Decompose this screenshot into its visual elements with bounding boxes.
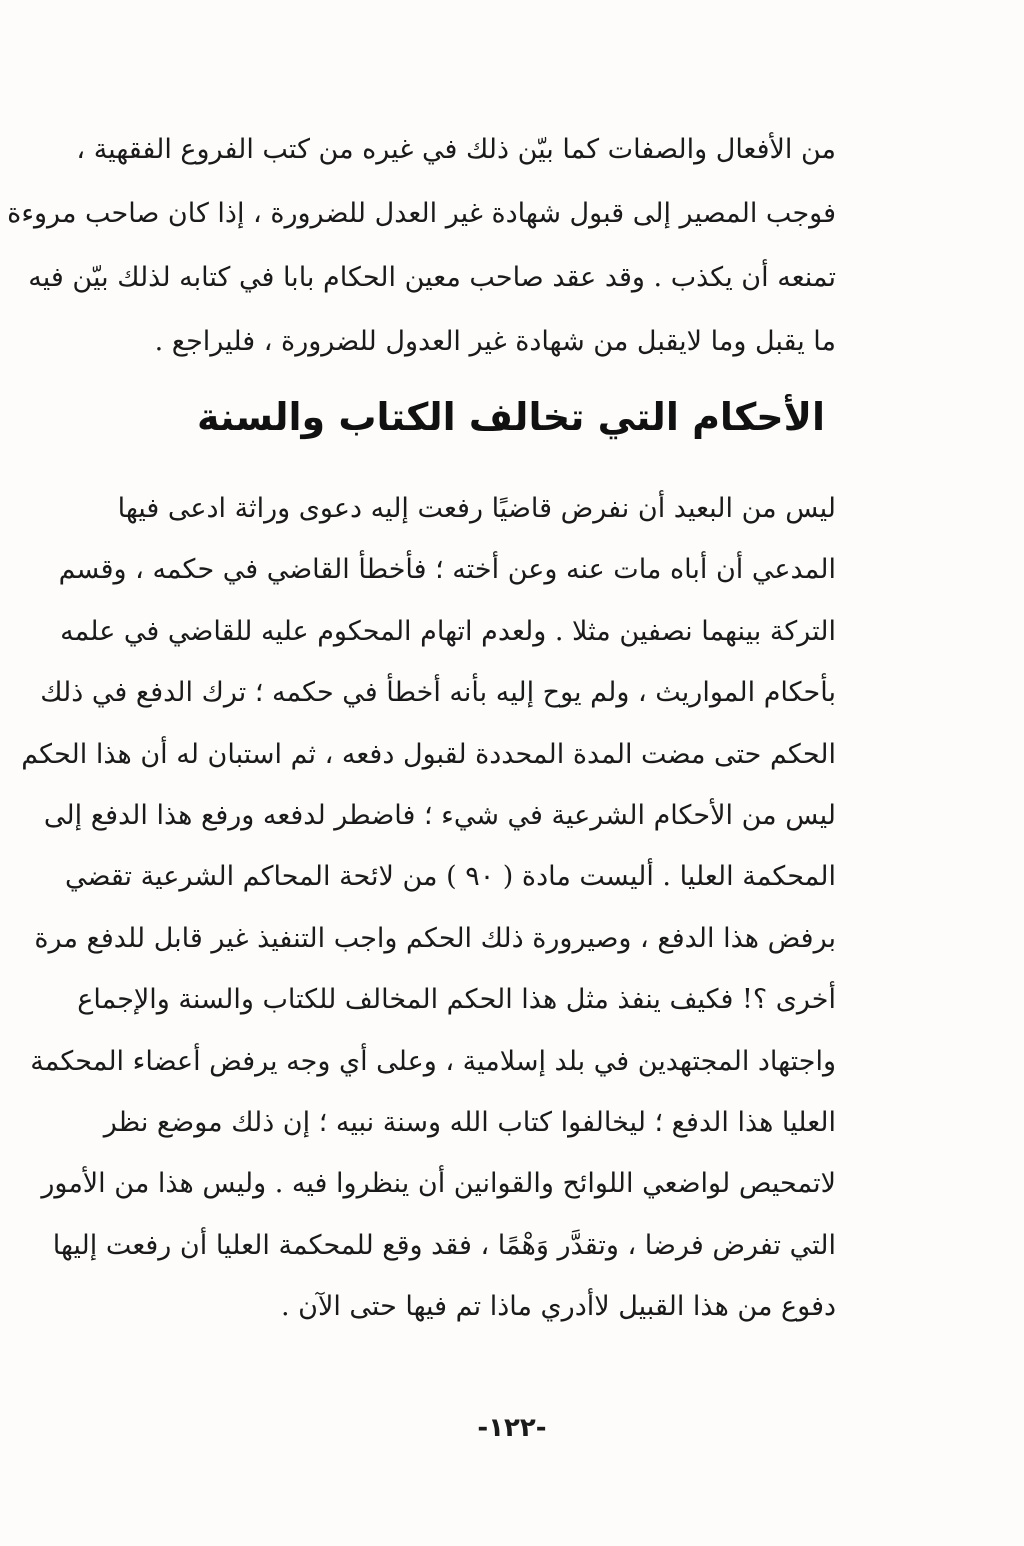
paragraph-1 (7, 118, 836, 374)
section-heading: الأحكام التي تخالف الكتاب والسنة (196, 395, 826, 439)
text-line: العليا هذا الدفع ؛ ليخالفوا كتاب الله وسنة نبيه ؛ إن ذلك موضع نظر (103, 1106, 836, 1138)
text-line: بأحكام المواريث ، ولم يوح إليه بأنه أخطأ في حكمه ؛ ترك الدفع في ذلك (40, 677, 836, 709)
text-line: دفوع من هذا القبيل لاأدري ماذا تم فيها حتى الآن . (280, 1291, 836, 1323)
text-line: من الأفعال والصفات كما بيّن ذلك في غيره من كتب الفروع الفقهية ، (76, 134, 836, 165)
text-line: فوجب المصير إلى قبول شهادة غير العدل للضرورة ، إذا كان صاحب مروءة (7, 198, 836, 229)
paragraph-2 (21, 478, 836, 1337)
text-line: واجتهاد المجتهدين في بلد إسلامية ، وعلى أي وجه يرفض أعضاء المحكمة (30, 1045, 836, 1077)
text-line: التي تفرض فرضا ، وتقدَّر وَهْمًا ، فقد وقع للمحكمة العليا أن رفعت إليها (52, 1229, 836, 1261)
text-line: برفض هذا الدفع ، وصيرورة ذلك الحكم واجب التنفيذ غير قابل للدفع مرة (34, 922, 836, 954)
text-line: أخرى ؟! فكيف ينفذ مثل هذا الحكم المخالف للكتاب والسنة والإجماع (77, 984, 836, 1016)
page-number: -١٢٢- (477, 1413, 547, 1443)
text-line: الحكم حتى مضت المدة المحددة لقبول دفعه ، ثم استبان له أن هذا الحكم (21, 738, 836, 770)
text-line: ما يقبل وما لايقبل من شهادة غير العدول للضرورة ، فليراجع . (154, 326, 836, 357)
text-line: ليس من الأحكام الشرعية في شيء ؛ فاضطر لدفعه ورفع هذا الدفع إلى (43, 799, 836, 831)
text-line: تمنعه أن يكذب . وقد عقد صاحب معين الحكام بابا في كتابه لذلك بيّن فيه (28, 262, 836, 293)
text-line: المحكمة العليا . أليست مادة ( ٩٠ ) من لائحة المحاكم الشرعية تقضي (64, 861, 836, 893)
text-line: التركة بينهما نصفين مثلا . ولعدم اتهام المحكوم عليه للقاضي في علمه (60, 615, 836, 647)
text-line: المدعي أن أباه مات عنه وعن أخته ؛ فأخطأ القاضي في حكمه ، وقسم (58, 554, 836, 586)
text-line: لاتمحيص لواضعي اللوائح والقوانين أن ينظروا فيه . وليس هذا من الأمور (41, 1168, 836, 1200)
text-line: ليس من البعيد أن نفرض قاضيًا رفعت إليه دعوى وراثة ادعى فيها (117, 493, 836, 524)
